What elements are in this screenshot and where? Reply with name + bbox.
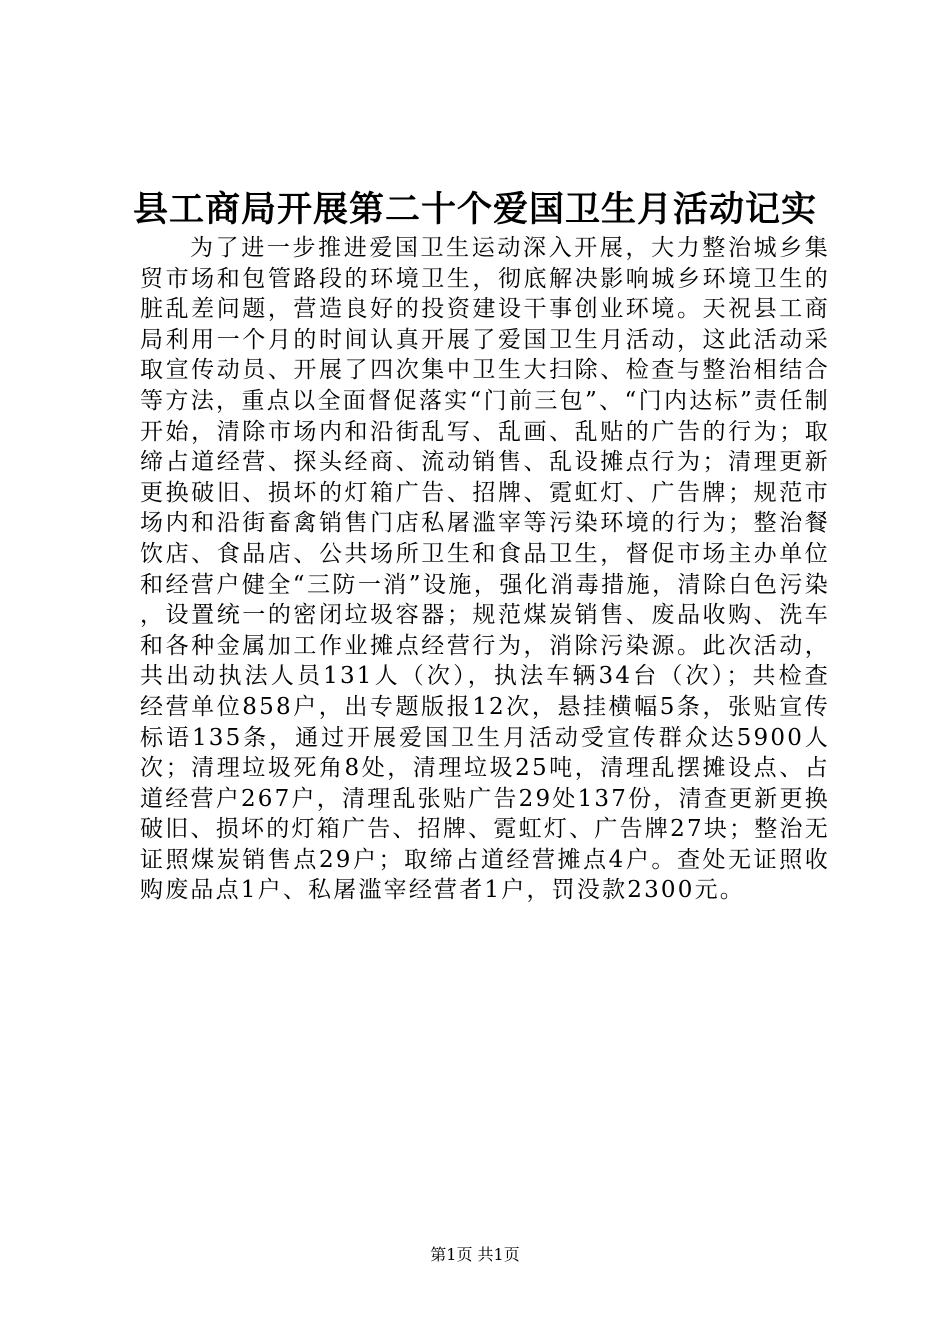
document-body-paragraph: 为了进一步推进爱国卫生运动深入开展，大力整治城乡集贸市场和包管路段的环境卫生，彻底解决影响城乡环境卫生的脏乱差问题，营造良好的投资建设干事创业环境。天祝县工商局利用一个月的时间认真开展了爱国卫生月活动，这此活动采取宣传动员、开展了四次集中卫生大扫除、检查与整治相结合等方法，重点以全面督促落实“门前三包”、“门内达标”责任制开始，清除市场内和沿街乱写、乱画、乱贴的广告的行为；取缔占道经营、探头经商、流动销售、乱设摊点行为；清理更新更换破旧、损坏的灯箱广告、招牌、霓虹灯、广告牌；规范市场内和沿街畜禽销售门店私屠滥宰等污染环境的行为；整治餐饮店、食品店、公共场所卫生和食品卫生，督促市场主办单位和经营户健全“三防一消”设施，强化消毒措施，清除白色污染，设置统一的密闭垃圾容器；规范煤炭销售、废品收购、洗车和各种金属加工作业摊点经营行为，消除污染源。此次活动，共出动执法人员131人（次），执法车辆34台（次）；共检查经营单位858户，出专题版报12次，悬挂横幅5条，张贴宣传标语135条，通过开展爱国卫生月活动受宣传群众达5900人次；清理垃圾死角8处，清理垃圾25吨，清理乱摆摊设点、占道经营户267户，清理乱张贴广告29处137份，清查更新更换破旧、损坏的灯箱广告、招牌、霓虹灯、广告牌27块；整治无证照煤炭销售点29户；取缔占道经营摊点4户。查处无证照收购废品点1户、私屠滥宰经营者1户，罚没款2300元。 xyxy=(140,235,830,904)
page-number-footer: 第1页 共1页 xyxy=(430,1245,520,1264)
document-title: 县工商局开展第二十个爱国卫生月活动记实 xyxy=(132,189,817,230)
